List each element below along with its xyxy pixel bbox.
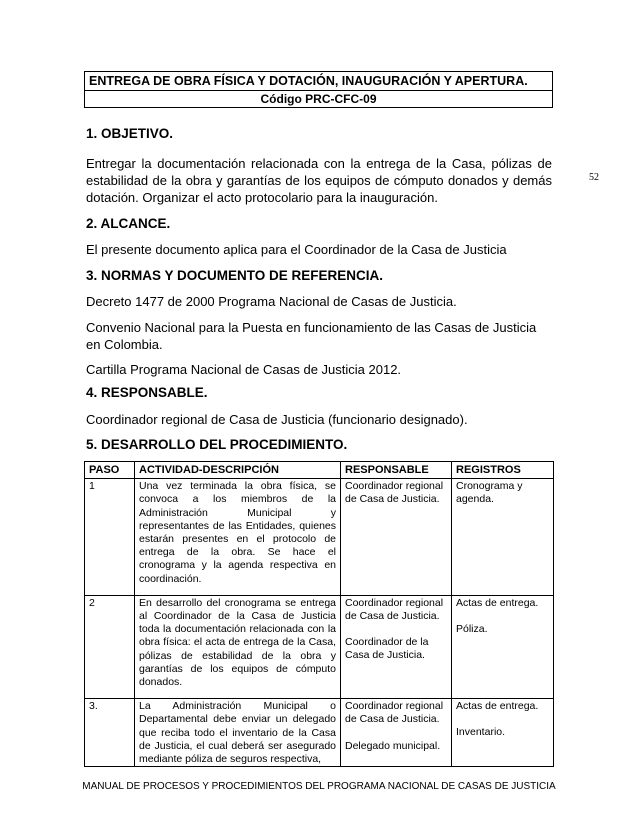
step-activity: La Administración Municipal o Departamental debe enviar un delegado que reciba todo el inventario de la Casa de Justicia, el cual deberá ser asegurado mediante póliza de seguros respectiva,: [135, 699, 341, 767]
table-row: [85, 699, 554, 767]
column-header-paso: PASO: [85, 462, 135, 479]
responsible-entry: Coordinador regional de Casa de Justicia.: [345, 596, 444, 623]
table-header-row: [85, 462, 554, 479]
procedure-table: [84, 461, 554, 767]
section-heading-alcance: 2. ALCANCE.: [86, 216, 171, 231]
section-text-responsable: Coordinador regional de Casa de Justicia (funcionario designado).: [86, 412, 468, 427]
step-activity: En desarrollo del cronograma se entrega al Coordinador de la Casa de Justicia toda la documentación relacionada con la obra física: el acta de entrega de la Casa, pólizas de estabilidad de la obra y garantías de los equipos de cómputo donados.: [135, 595, 341, 698]
reference-item: Convenio Nacional para la Puesta en funcionamiento de las Casas de Justicia en Colombia.: [86, 320, 537, 352]
step-responsible: [341, 699, 452, 767]
column-header-actividad: ACTIVIDAD-DESCRIPCIÓN: [135, 462, 341, 479]
section-heading-desarrollo: 5. DESARROLLO DEL PROCEDIMIENTO.: [86, 437, 348, 452]
page-footer: MANUAL DE PROCESOS Y PROCEDIMIENTOS DEL PROGRAMA NACIONAL DE CASAS DE JUSTICIA: [82, 781, 556, 792]
section-heading-normas: 3. NORMAS Y DOCUMENTO DE REFERENCIA.: [86, 268, 384, 283]
document-header: [84, 71, 553, 108]
table-row: [85, 595, 554, 698]
step-records: [452, 699, 554, 767]
column-header-registros: REGISTROS: [452, 462, 554, 479]
step-number: 1: [85, 479, 135, 596]
responsible-entry: Coordinador de la Casa de Justicia.: [345, 636, 429, 662]
table-row: [85, 479, 554, 596]
step-number: 2: [85, 595, 135, 698]
step-responsible: [341, 479, 452, 596]
procedure-code: Código PRC-CFC-09: [260, 92, 377, 106]
record-entry: Actas de entrega.: [456, 700, 539, 713]
record-entry: Inventario.: [456, 726, 506, 739]
responsible-entry: Coordinador regional de Casa de Justicia.: [345, 700, 444, 726]
column-header-responsable: RESPONSABLE: [341, 462, 452, 479]
reference-item: Cartilla Programa Nacional de Casas de Justicia 2012.: [86, 362, 402, 377]
page-number: 52: [589, 172, 599, 183]
step-records: [452, 479, 554, 596]
record-entry: Actas de entrega.: [456, 596, 539, 609]
procedure-title: ENTREGA DE OBRA FÍSICA Y DOTACIÓN, INAUGURACIÓN Y APERTURA.: [85, 72, 552, 91]
step-activity: Una vez terminada la obra física, se convoca a los miembros de la Administración Municipal y representantes de las Entidades, quienes estarán presentes en el protocolo de entrega de la obra. Se hace el cronograma y la agenda respectiva en coordinación.: [135, 479, 341, 596]
step-records: [452, 595, 554, 698]
reference-item: Decreto 1477 de 2000 Programa Nacional de Casas de Justicia.: [86, 294, 457, 309]
section-text-objetivo: Entregar la documentación relacionada con la entrega de la Casa, pólizas de estabilidad de la obra y garantías de los equipos de cómputo donados y demás dotación. Organizar el acto protocolario para la inauguración.: [86, 156, 552, 205]
step-responsible: [341, 595, 452, 698]
record-entry: Póliza.: [456, 623, 488, 636]
section-text-alcance: El presente documento aplica para el Coordinador de la Casa de Justicia: [86, 242, 507, 257]
section-heading-objetivo: 1. OBJETIVO.: [86, 126, 174, 141]
responsible-entry: Coordinador regional de Casa de Justicia.: [345, 480, 444, 506]
responsible-entry: Delegado municipal.: [345, 739, 441, 752]
step-number: 3.: [85, 699, 135, 767]
record-entry: Cronograma y agenda.: [456, 480, 523, 506]
section-heading-responsable: 4. RESPONSABLE.: [86, 385, 208, 400]
